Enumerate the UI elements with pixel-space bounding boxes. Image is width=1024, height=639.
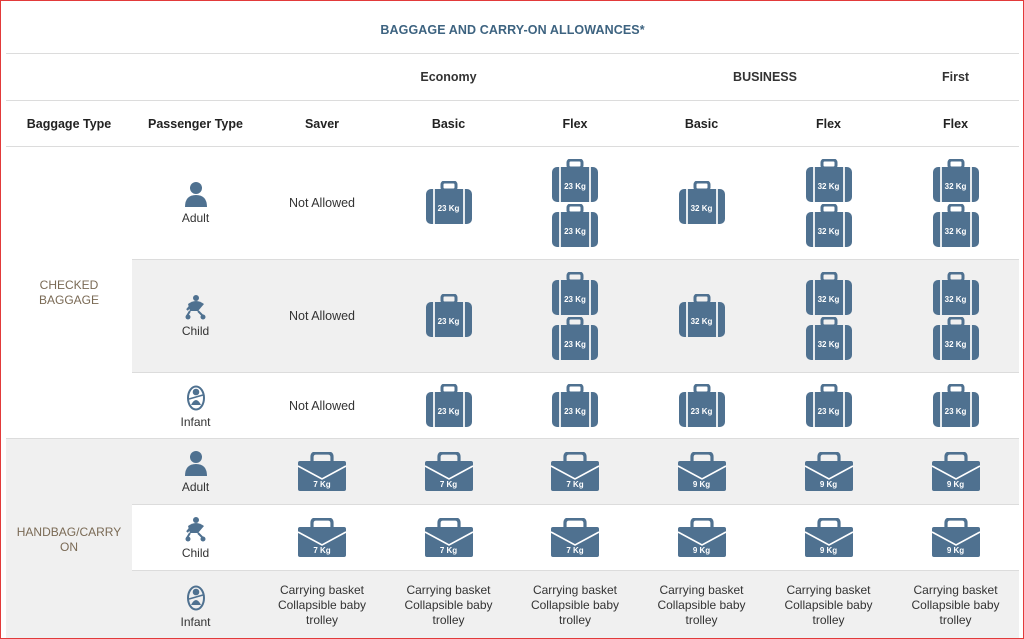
weight-label: 9 Kg xyxy=(819,479,838,489)
suitcase-icon xyxy=(804,204,854,248)
suitcase-icon xyxy=(931,272,981,316)
weight-label: 7 Kg xyxy=(439,479,458,489)
weight-label: 23 Kg xyxy=(564,294,586,304)
weight-label: 32 Kg xyxy=(944,294,967,304)
class-first: First xyxy=(892,54,1019,101)
carryon-line: trolley xyxy=(939,613,972,628)
passenger-cell xyxy=(132,147,259,260)
briefcase-icon xyxy=(297,518,347,558)
category-checked-baggage xyxy=(6,147,132,439)
carryon-line: Carrying basket xyxy=(406,583,491,598)
briefcase-icon xyxy=(424,518,474,558)
weight-label: 32 Kg xyxy=(817,181,840,191)
allowance-table xyxy=(6,6,1019,639)
suitcase-icon xyxy=(931,317,981,361)
weight-label: 23 Kg xyxy=(437,317,460,326)
weight-label: 9 Kg xyxy=(946,545,965,555)
table-row xyxy=(6,147,1019,260)
weight-label: 23 Kg xyxy=(437,204,460,213)
weight-label: 23 Kg xyxy=(437,406,460,416)
header-first-flex: Flex xyxy=(892,101,1019,147)
suitcase-icon xyxy=(424,384,474,428)
table-row xyxy=(6,373,1019,439)
weight-label: 32 Kg xyxy=(944,226,967,236)
suitcase-icon xyxy=(804,272,854,316)
stroller-icon xyxy=(184,516,208,547)
infant-carryon-business-basic xyxy=(638,571,765,639)
table-title: BAGGAGE AND CARRY-ON ALLOWANCES* xyxy=(380,22,645,37)
weight-label: 7 Kg xyxy=(439,545,458,555)
suitcase-icon xyxy=(424,181,474,225)
passenger-cell xyxy=(132,571,259,639)
category-label: CHECKED BAGGAGE xyxy=(39,277,100,307)
suitcase-icon xyxy=(677,181,727,225)
briefcase-icon xyxy=(297,452,347,492)
carryon-line: Collapsible baby xyxy=(530,598,620,613)
weight-label: 7 Kg xyxy=(566,479,584,489)
weight-label: 7 Kg xyxy=(313,545,331,555)
not-allowed-text: Not Allowed xyxy=(259,260,385,373)
passenger-cell xyxy=(132,505,259,571)
weight-label: 23 Kg xyxy=(564,226,586,236)
suitcase-icon xyxy=(677,294,727,338)
carryon-line: Carrying basket xyxy=(279,583,365,598)
briefcase-icon xyxy=(677,452,727,492)
baby-icon xyxy=(185,383,207,416)
empty-cell xyxy=(132,54,259,101)
weight-label: 7 Kg xyxy=(313,479,331,489)
infant-carryon-first-flex xyxy=(892,571,1019,639)
carryon-line: Carrying basket xyxy=(913,583,998,598)
category-handbag xyxy=(6,439,132,639)
infant-carryon-economy-flex xyxy=(512,571,638,639)
carryon-line: Collapsible baby xyxy=(404,598,493,613)
header-passenger-type: Passenger Type xyxy=(132,101,259,147)
briefcase-icon xyxy=(931,452,981,492)
weight-label: 9 Kg xyxy=(692,545,711,555)
weight-label: 9 Kg xyxy=(692,479,711,489)
carryon-line: Collapsible baby xyxy=(657,598,746,613)
suitcase-icon xyxy=(804,317,854,361)
class-economy: Economy xyxy=(259,54,638,101)
passenger-label: Child xyxy=(181,324,210,338)
briefcase-icon xyxy=(550,452,600,492)
weight-label: 32 Kg xyxy=(690,204,713,213)
carryon-line: Collapsible baby xyxy=(784,598,873,613)
passenger-label: Infant xyxy=(180,414,211,429)
category-label: HANDBAG/CARRYON xyxy=(16,524,122,554)
briefcase-icon xyxy=(804,452,854,492)
suitcase-icon xyxy=(677,384,727,428)
weight-label: 32 Kg xyxy=(944,339,967,349)
empty-cell xyxy=(6,54,132,101)
header-saver: Saver xyxy=(259,101,385,147)
table-row xyxy=(6,571,1019,639)
passenger-label: Child xyxy=(181,545,210,560)
infant-carryon-economy-basic xyxy=(385,571,512,639)
suitcase-icon xyxy=(550,384,600,428)
weight-label: 32 Kg xyxy=(817,294,840,304)
adult-icon xyxy=(183,450,209,481)
header-economy-flex: Flex xyxy=(512,101,638,147)
weight-label: 23 Kg xyxy=(690,406,713,416)
header-business-flex: Flex xyxy=(765,101,892,147)
carryon-line: Carrying basket xyxy=(532,583,618,598)
weight-label: 23 Kg xyxy=(564,181,586,191)
not-allowed-text: Not Allowed xyxy=(259,147,385,260)
carryon-line: Collapsible baby xyxy=(911,598,1000,613)
header-economy-basic: Basic xyxy=(385,101,512,147)
allowance-container xyxy=(6,6,1019,639)
passenger-cell xyxy=(132,260,259,373)
suitcase-icon xyxy=(931,159,981,203)
suitcase-icon xyxy=(550,204,600,248)
not-allowed-text: Not Allowed xyxy=(259,373,385,439)
weight-label: 23 Kg xyxy=(564,339,586,349)
passenger-label: Adult xyxy=(181,479,210,494)
carryon-line: Carrying basket xyxy=(786,583,871,598)
table-row xyxy=(6,439,1019,505)
suitcase-icon xyxy=(550,317,600,361)
carryon-line: trolley xyxy=(558,613,591,628)
passenger-label: Infant xyxy=(180,614,211,629)
weight-label: 9 Kg xyxy=(819,545,838,555)
header-baggage-type: Baggage Type xyxy=(6,101,132,147)
suitcase-icon xyxy=(804,159,854,203)
table-row xyxy=(6,505,1019,571)
carryon-line: trolley xyxy=(685,613,718,628)
carryon-line: trolley xyxy=(305,613,338,628)
suitcase-icon xyxy=(804,384,854,428)
weight-label: 23 Kg xyxy=(817,406,840,416)
weight-label: 23 Kg xyxy=(944,406,967,416)
passenger-cell xyxy=(132,373,259,439)
weight-label: 23 Kg xyxy=(564,406,586,416)
carryon-line: Collapsible baby xyxy=(277,598,367,613)
weight-label: 7 Kg xyxy=(566,545,584,555)
weight-label: 32 Kg xyxy=(817,226,840,236)
adult-icon xyxy=(183,181,209,212)
briefcase-icon xyxy=(550,518,600,558)
briefcase-icon xyxy=(424,452,474,492)
class-business: BUSINESS xyxy=(638,54,892,101)
weight-label: 9 Kg xyxy=(946,479,965,489)
table-row xyxy=(6,260,1019,373)
passenger-cell xyxy=(132,439,259,505)
suitcase-icon xyxy=(931,204,981,248)
carryon-line: trolley xyxy=(812,613,845,628)
weight-label: 32 Kg xyxy=(817,339,840,349)
infant-carryon-saver xyxy=(259,571,385,639)
suitcase-icon xyxy=(550,272,600,316)
weight-label: 32 Kg xyxy=(690,317,713,326)
weight-label: 32 Kg xyxy=(944,181,967,191)
suitcase-icon xyxy=(550,159,600,203)
suitcase-icon xyxy=(424,294,474,338)
carryon-line: trolley xyxy=(432,613,465,628)
passenger-label: Adult xyxy=(181,211,210,225)
briefcase-icon xyxy=(931,518,981,558)
carryon-line: Carrying basket xyxy=(659,583,744,598)
briefcase-icon xyxy=(677,518,727,558)
suitcase-icon xyxy=(931,384,981,428)
stroller-icon xyxy=(184,294,208,325)
header-business-basic: Basic xyxy=(638,101,765,147)
briefcase-icon xyxy=(804,518,854,558)
baby-icon xyxy=(185,583,207,616)
infant-carryon-business-flex xyxy=(765,571,892,639)
